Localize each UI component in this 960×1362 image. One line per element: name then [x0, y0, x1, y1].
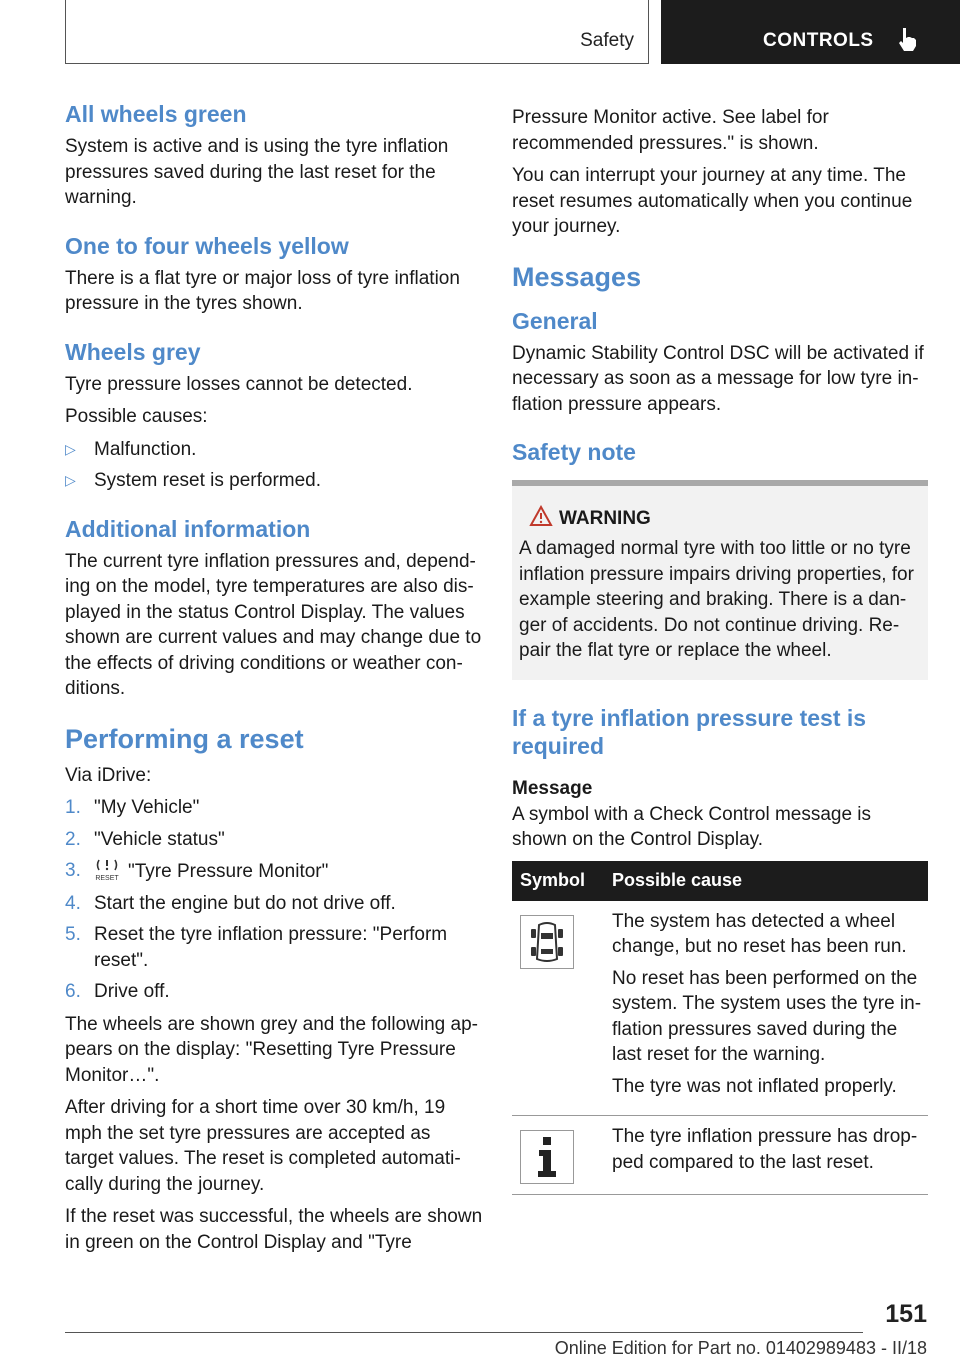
- paragraph: The wheels are shown grey and the following ap‐ pears on the display: "Resetting Tyre Pressure Monitor…".: [65, 1013, 478, 1086]
- paragraph: System is active and is using the tyre inflation pressures saved during the last reset for the warning.: [65, 136, 449, 208]
- heading-all-wheels-green: All wheels green: [65, 101, 247, 127]
- heading-additional-information: Additional information: [65, 515, 311, 542]
- warning-text: A damaged normal tyre with too little or no tyre inflation pressure impairs driving properties, for example steering and braking. There is a dan‐ ger of accidents. Do not continue driving. Re‐ pair the flat tyre or replace the wheel.: [519, 538, 914, 661]
- heading-wheels-grey: Wheels grey: [65, 338, 201, 365]
- chapter-title: CONTROLS: [763, 30, 874, 51]
- heading-message: Message: [512, 777, 593, 799]
- column-header-symbol: Symbol: [512, 861, 604, 901]
- paragraph: Possible causes:: [65, 406, 208, 427]
- footer-edition: Online Edition for Part no. 01402989483 - II/18: [554, 1338, 927, 1358]
- list-item: ▷ System reset is performed.: [65, 468, 483, 494]
- cause-text: The tyre was not inflated properly.: [612, 1075, 897, 1097]
- section-title: Safety: [580, 30, 634, 51]
- paragraph: Via iDrive:: [65, 764, 152, 786]
- triangle-bullet-icon: ▷: [65, 472, 76, 488]
- list-item: 2. "Vehicle status": [65, 828, 225, 850]
- paragraph: Dynamic Stability Control DSC will be activated if necessary as soon as a message for low tyre in‐ flation pressure appears.: [512, 342, 924, 415]
- list-item: 6. Drive off.: [65, 981, 170, 1002]
- svg-text:RESET: RESET: [95, 875, 119, 882]
- warning-triangle-icon: [529, 505, 553, 527]
- paragraph: Tyre pressure losses cannot be detected.: [65, 373, 413, 395]
- list-item: ▷ Malfunction.: [65, 437, 483, 463]
- paragraph: If the reset was successful, the wheels are shown in green on the Control Display and "Tyre: [65, 1206, 483, 1253]
- heading-pressure-test: If a tyre inflation pressure test is required: [512, 704, 867, 759]
- paragraph: After driving for a short time over 30 km/h, 19 mph the set tyre pressures are accepted as target values. The reset is completed automati‐ cally during the journey.: [65, 1097, 461, 1195]
- list-item: 3. RESET "Tyre Pressure Monitor": [65, 860, 329, 882]
- header-chapter-box: [661, 0, 960, 64]
- car-tyres-icon: [520, 915, 574, 969]
- header-section-box: [65, 0, 649, 64]
- triangle-bullet-icon: ▷: [65, 440, 76, 457]
- paragraph: There is a flat tyre or major loss of tyre inflation pressure in the tyres shown.: [65, 267, 460, 314]
- warning-box: [512, 480, 928, 680]
- left-column: [65, 100, 483, 1262]
- table-row: [512, 1116, 928, 1195]
- reset-steps-list: [65, 795, 483, 1005]
- cause-text: The tyre inflation pressure has drop‐ ped compared to the last reset.: [612, 1126, 918, 1173]
- paragraph: You can interrupt your journey at any time. The reset resumes automatically when you continue your journey.: [512, 165, 913, 237]
- info-icon: [520, 1130, 574, 1184]
- heading-wheels-yellow: One to four wheels yellow: [65, 232, 349, 259]
- column-header-cause: Possible cause: [604, 861, 928, 901]
- heading-performing-reset: Performing a reset: [65, 723, 304, 754]
- page-number: 151: [885, 1300, 927, 1328]
- pointing-hand-icon: [897, 26, 919, 52]
- list-item: 4. Start the engine but do not drive off.: [65, 892, 396, 914]
- list-item: 5. Reset the tyre inflation pressure: "Perform reset".: [65, 924, 448, 971]
- heading-general: General: [512, 307, 598, 334]
- list-item: 1. "My Vehicle": [65, 797, 200, 818]
- cause-text: No reset has been performed on the system. The system uses the tyre in‐ flation pressures saved during the last reset for the warning.: [612, 967, 922, 1065]
- table-row: [512, 901, 928, 1116]
- heading-safety-note: Safety note: [512, 439, 636, 465]
- heading-messages: Messages: [512, 261, 642, 292]
- tyre-reset-icon: [94, 858, 120, 882]
- paragraph: A symbol with a Check Control message is shown on the Control Display.: [512, 803, 872, 850]
- paragraph: Pressure Monitor active. See label for recommended pressures." is shown.: [512, 107, 829, 154]
- symbol-table: [512, 861, 928, 1196]
- right-column: [512, 105, 928, 1195]
- warning-title: WARNING: [559, 508, 921, 530]
- paragraph: The current tyre inflation pressures and, depend‐ ing on the model, tyre temperatures are also dis‐ played in the status Control Display. The values shown are current values and may change due to the effects of driving conditions or weather con‐ ditions.: [65, 550, 482, 699]
- cause-text: The system has detected a wheel change, but no reset has been run.: [612, 910, 907, 957]
- footer-divider: [65, 1332, 863, 1333]
- causes-list: [65, 437, 483, 494]
